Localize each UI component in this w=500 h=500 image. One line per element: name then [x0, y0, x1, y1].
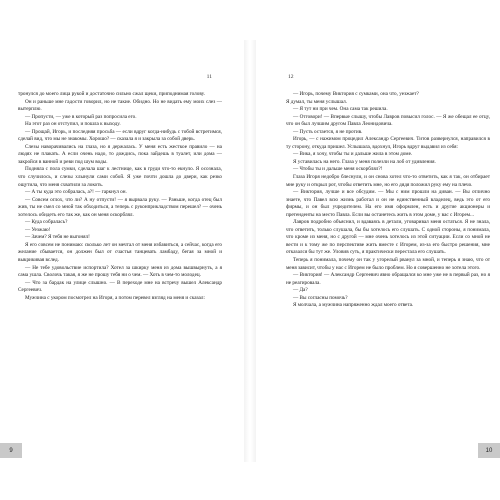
paragraph: Подняла с пола сумки, сделала шаг к лестнице, как в груди что-то екнуло. Я осознала, что случилось, и слезы хлынули сами собой. Я уже почти дошла до двери, как резко ощутила, что меня схватили за локоть. — [18, 166, 222, 188]
paragraph: — Я тут ни при чем. Она сама так решила. — [293, 106, 388, 113]
paragraph: — Совсем оглох, что ли? А ну отпусти! — я вырвала руку. — Раньше, когда отец был жив, ты не смел со мной так обходиться, а теперь с руконприкладством перешел? — очень хотелось обидеть его так же, как он меня оскорблял. — [18, 196, 222, 218]
paragraph: — Пусть остается, я не против. — [293, 128, 363, 135]
paragraph: — Прощай, Игорь, и последняя просьба — если вдруг когда-нибудь с тобой встретимся, сделай вид, что мы не знакомы. Хорошо? — сказала я и закрыла за собой дверь. — [18, 128, 222, 143]
running-head-right: 12 — [288, 74, 294, 80]
paragraph: Я уставилась на него. Глаза у меня полезли на лоб от удивления. — [293, 158, 436, 165]
book-spread — [0, 40, 500, 462]
paragraph: Я думал, ты меня услышал. — [286, 98, 347, 105]
folio-tab-right: 10 — [478, 443, 500, 458]
right-page — [256, 40, 500, 462]
paragraph: — Вы согласны помочь? — [293, 294, 348, 301]
paragraph: Теперь я понимала, почему он так у угорелый рванул за мной, и теперь я знаю, что от меня зависит, чтобы у нас с Игорем не было проблем. Но я совершенно не хотела этого. — [286, 257, 490, 271]
paragraph: — А ты куда это собралась, а?! — гаркнул он. — [25, 189, 127, 196]
paragraph: — Чтобы ты и дальше меня оскорблял?! — [293, 166, 383, 173]
paragraph: — Уезжаю! — [25, 226, 51, 233]
paragraph: — Пропусти, — уже в который раз попросила его. — [25, 113, 137, 120]
paragraph: На этот раз он отступил, и пошла к выходу. — [25, 121, 121, 128]
paragraph: Я его совсем не понимаю: сколько лет он мечтал от меня избавиться, а сейчас, когда его желание сбывается, он должен был от счастья танцевать ламбаду, бегая за мной и выкрикивая вслед. — [18, 241, 222, 264]
paragraph: — Виктория, лучше и все обсудим. — Мы с ним прошли на диван. — Вы отлично знаете, что Павел всю жизнь работал и он не единственный владелец, ведь это от его фирмы, и он был учредителем. На его имя оформлен, есть и другие акционеры и претенденты на место Павла. Если вы останетесь жить в этом доме, у вас с Игорем... — [286, 189, 490, 218]
paragraph: Я молчала, а мужчина напряженно ждал моего ответа. — [293, 302, 414, 309]
paragraph: Глаза Игоря недобро блеснули, и он снова хотел что-то ответить, как я так, он отбирает мне руку и открыл рот, чтобы ответить мне, но его дядя положил руку ему на плечо. — [286, 174, 490, 188]
paragraph: Мужчина с укором посмотрел на Игоря, а потом перевел взгляд на меня и сказал: — [25, 294, 205, 301]
paragraph: — Не тебе удовольствие испортила? Хотел за шкирку меня из дома вышвырнуть, а я сама ушла. Сволочь такая, я же не прошу тебя ни о чем. — Хоть в чем-то молодец. — [18, 264, 222, 279]
left-page — [0, 40, 244, 462]
paragraph: — Да? — [293, 287, 308, 294]
paragraph: — Зачем? Я тебя не выгонял! — [25, 234, 90, 241]
paragraph: — Игорь, почему Виктория с сумками, она что, уезжает? — [293, 91, 419, 97]
folio-tab-left: 9 — [0, 443, 22, 458]
running-head-left: 11 — [206, 74, 212, 80]
paragraph: Он и раньше мне гадости говорил, но не такие. Обидно. Но не видать ему моих слез — вытерплю. — [18, 98, 222, 113]
paragraph: Лавров подробно объяснил, и вдаваясь в детали, уговаривал меня остаться. Я не знала, что ответить, только слушала, бы бы хотелось его слушать. С одной стороны, я понимала, что кроме из меня, но с другой — мне очень хотелось из этой ситуации. Если со мной не вести и к тому же по перспективе жить вместе с Игорем, из-за его быстро решения, мне отказался бы тут же. Уловив суть, я практически перестала его слушать. — [286, 219, 490, 256]
paragraph: — Отговори! — Впервые слышу, чтобы Лавров повысил голос. — Я же обещал ее отцу, что он был лучшим другом Павла Леонидовича. — [286, 113, 490, 128]
paragraph: — Что за бардак на улице слышно. — В переходе мне на встречу вышел Александр Сергеевич. — [18, 279, 222, 294]
page-gutter — [244, 40, 256, 462]
paragraph: — Вика, я хочу, чтобы ты и дальше жила в этом доме. — [293, 151, 413, 158]
paragraph: — Куда собралась? — [25, 219, 68, 226]
paragraph: тронулся до моего лица рукой и достаточно сильно сжал щеки, приподнимая голову. — [18, 91, 205, 97]
paragraph: Игорь, — с нажимом процедил Александр Сергеевич. Титов развернулся, направился в ту сторону, откуда пришел. Услышала, вдохнул, Игорь вдруг выдавил из себя: — [286, 136, 490, 150]
left-page-text — [18, 91, 222, 302]
paragraph: — Виктория! — Александр Сергеевич явно обращался ко мне уже не в первый раз, но я не реагировала. — [286, 272, 490, 286]
paragraph: Слезы наворачивались на глаза, но я держалась. У меня есть жесткое правило — на людях не плакать. А если очень надо, то дождись, пока зайдешь в туалет, или дома — закройся в ванной и реви под шум воды. — [18, 143, 222, 165]
right-page-text — [286, 91, 490, 310]
